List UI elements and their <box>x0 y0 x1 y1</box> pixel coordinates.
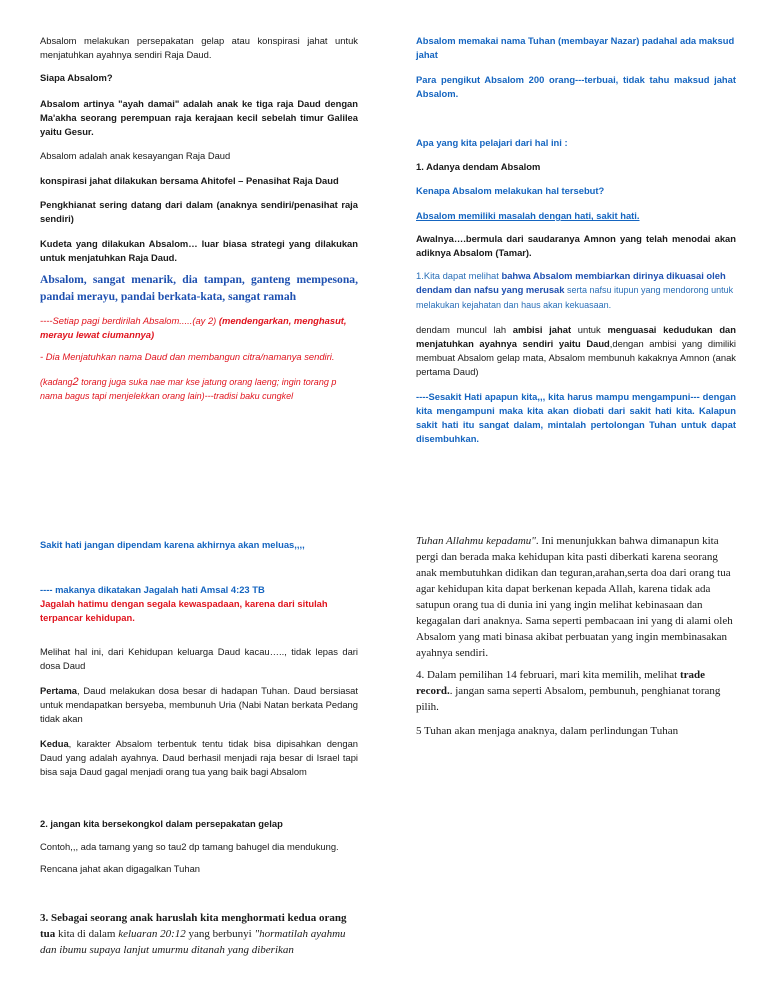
lessons-heading: Apa yang kita pelajari dari hal ini : <box>416 137 568 148</box>
every-morning-paragraph <box>40 314 360 342</box>
drop-name-paragraph: - Dia Menjatuhkan nama Daud dan membangun citra/namanya sendiri. <box>40 351 335 362</box>
every-morning-text: ----Setiap pagi berdirilah Absalom.....(ay 2) <box>40 315 219 326</box>
heart-problem-paragraph: Absalom memiliki masalah dengan hati, sakit hati. <box>416 210 640 221</box>
point-four-text-a: 4. Dalam pemilihan 14 februari, mari kita memilih, melihat <box>416 669 680 681</box>
ambition-text-c: untuk <box>571 324 608 335</box>
bitterness-paragraph: Sakit hati jangan dipendam karena akhirnya akan meluas,,,, <box>40 539 305 550</box>
point-four-paragraph <box>416 667 736 715</box>
local-tradition-text-a: (kadang <box>40 377 73 387</box>
blessing-quote-end: Tuhan Allahmu kepadamu" <box>416 535 536 547</box>
point-four-bold: trade record. <box>416 669 705 697</box>
first-point-paragraph <box>40 684 358 726</box>
revenge-bold: bahwa Absalom membiarkan dirinya dikuasai oleh dendam dan nafsu yang merusak <box>416 270 726 295</box>
traitor-paragraph: Pengkhianat sering datang dari dalam (anaknya sendiri/penasihat raja sendiri) <box>40 199 358 224</box>
ambition-bold-d: menguasai kedudukan dan menjatuhkan ayahnya sendiri yaitu Daud <box>416 324 736 349</box>
first-point-label: Pertama <box>40 685 78 696</box>
nazar-paragraph: Absalom memakai nama Tuhan (membayar Nazar) padahal ada maksud jahat <box>416 35 735 60</box>
coup-paragraph: Kudeta yang dilakukan Absalom… luar biasa strategi yang dilakukan untuk menjatuhkan Raja Daud. <box>40 238 358 263</box>
who-absalom-heading: Siapa Absalom? <box>40 72 113 83</box>
point-two-heading: 2. jangan kita bersekongkol dalam persepakatan gelap <box>40 818 283 829</box>
second-point-paragraph <box>40 737 358 779</box>
point-three-paragraph <box>40 910 360 958</box>
point-three-quote: "hormatilah ayahmu dan ibumu supaya lanjut umurmu ditanah yang diberikan <box>40 928 346 956</box>
point-three-bold: 3. Sebagai seorang anak haruslah kita menghormati kedua orang tua <box>40 912 347 940</box>
intro-paragraph: Absalom melakukan persepakatan gelap atau konspirasi jahat untuk menjatuhkan ayahnya sendiri Raja Daud. <box>40 35 358 60</box>
local-tradition-text-c: torang juga suka nae mar kse jatung orang laeng; ingin torang p nama bagus tapi menjelekkan orang lain)---tradisi baku cungkel <box>40 377 337 401</box>
forgive-paragraph: ----Sesakit Hati apapun kita,,, kita harus mampu mengampuni--- dengan kita mengampuni maka kita akan diobati dari sakit hati kita. Kalapun sakit hati itu sangat dalam, mintalah pertolongan Tuhan untuk dapat disembuhkan. <box>416 391 736 444</box>
revenge-paragraph <box>416 269 736 312</box>
revenge-text-c: serta nafsu itupun yang mendorong untuk melakukan kejahatan dan haus akan kekuasaan. <box>416 285 734 310</box>
david-family-paragraph: Melihat hal ini, dari Kehidupan keluarga Daud kacau….., tidak lepas dari dosa Daud <box>40 646 358 671</box>
ambition-bold-a: ambisi jahat <box>512 324 572 335</box>
local-tradition-number: 2 <box>72 376 79 388</box>
second-point-label: Kedua <box>40 738 69 749</box>
absalom-meaning-paragraph: Absalom artinya "ayah damai" adalah anak ke tiga raja Daud dengan Ma'akha seorang perempuan raja kerajaan kecil sebelah timur Galilea yaitu Gesur. <box>40 98 358 137</box>
evil-plan-paragraph: Rencana jahat akan digagalkan Tuhan <box>40 863 201 874</box>
why-question: Kenapa Absalom melakukan hal tersebut? <box>416 185 605 196</box>
followers-paragraph: Para pengikut Absalom 200 orang---terbuai, tidak tahu maksud jahat Absalom. <box>416 74 736 99</box>
conspiracy-paragraph: konspirasi jahat dilakukan bersama Ahitofel – Penasihat Raja Daud <box>40 175 339 186</box>
first-point-text: , Daud melakukan dosa besar di hadapan Tuhan. Daud bersiasat untuk mendapatkan bersyeba, membunuh Uria (Nabi Natan berkata Pedang tidak akan <box>40 685 358 724</box>
blessing-paragraph <box>416 533 736 661</box>
point-three-text-d: yang berbunyi <box>185 928 255 940</box>
point-three-reference: keluaran 20:12 <box>118 928 186 940</box>
point-five-paragraph: 5 Tuhan akan menjaga anaknya, dalam perlindungan Tuhan <box>416 725 679 737</box>
ambition-paragraph <box>416 323 736 379</box>
example-paragraph: Contoh,,, ada tamang yang so tau2 dp tamang bahugel dia mendukung. <box>40 841 339 852</box>
point-one-heading: 1. Adanya dendam Absalom <box>416 161 541 172</box>
local-tradition-paragraph <box>40 376 360 403</box>
proverbs-reference: ---- makanya dikatakan Jagalah hati Amsal 4:23 TB <box>40 584 265 595</box>
amnon-paragraph: Awalnya….bermula dari saudaranya Amnon yang telah menodai akan adiknya Absalom (Tamar). <box>416 233 736 258</box>
point-four-text-c: . jangan sama seperti Absalom, pembunuh, penghianat torang pilih. <box>416 685 721 713</box>
second-point-text: , karakter Absalom terbentuk tentu tidak bisa dipisahkan dengan Daud yang adalah ayahnya. Daud berhasil menjadi raja besar di Israel tapi bisa saja Daud gagal menjadi orang tua yang baik bagi Absalom <box>40 738 358 777</box>
every-morning-bold: (mendengarkan, menghasut, merayu lewat ciumannya) <box>40 315 347 340</box>
blessing-text: . Ini menunjukkan bahwa dimanapun kita pergi dan berada maka kehidupan kita pasti diberkati karena seorang anak membutuhkan didikan dan teguran,arahan,serta doa dari orang tua agar kehidupan kita dapat berkenan kepada Allah, karena tidak ada satupun orang tua di dunia ini yang ingin melihat kebinasaan dan kegagalan dari anaknya. Sama seperti pembacaan ini yang di alami oleh Absalom yang mati binasa akibat perbuatan yang ingin membinasakan ayahnya sendiri. <box>416 535 733 659</box>
ambition-text-a: dendam muncul lah <box>416 324 513 335</box>
point-three-text-b: kita di dalam <box>55 928 119 940</box>
favorite-son-paragraph: Absalom adalah anak kesayangan Raja Daud <box>40 150 231 161</box>
proverbs-quote: Jagalah hatimu dengan segala kewaspadaan, karena dari situlah terpancar kehidupan. <box>40 598 328 623</box>
absalom-traits-paragraph: Absalom, sangat menarik, dia tampan, ganteng mempesona, pandai merayu, pandai berkata-kata, sangat ramah <box>40 273 358 303</box>
ambition-text-e: ,dengan ambisi yang dimiliki membuat Absalom gelap mata, Absalom membunuh kakaknya Amnon (anak pertama Daud) <box>416 338 736 377</box>
revenge-text-a: 1.Kita dapat melihat <box>416 270 502 281</box>
